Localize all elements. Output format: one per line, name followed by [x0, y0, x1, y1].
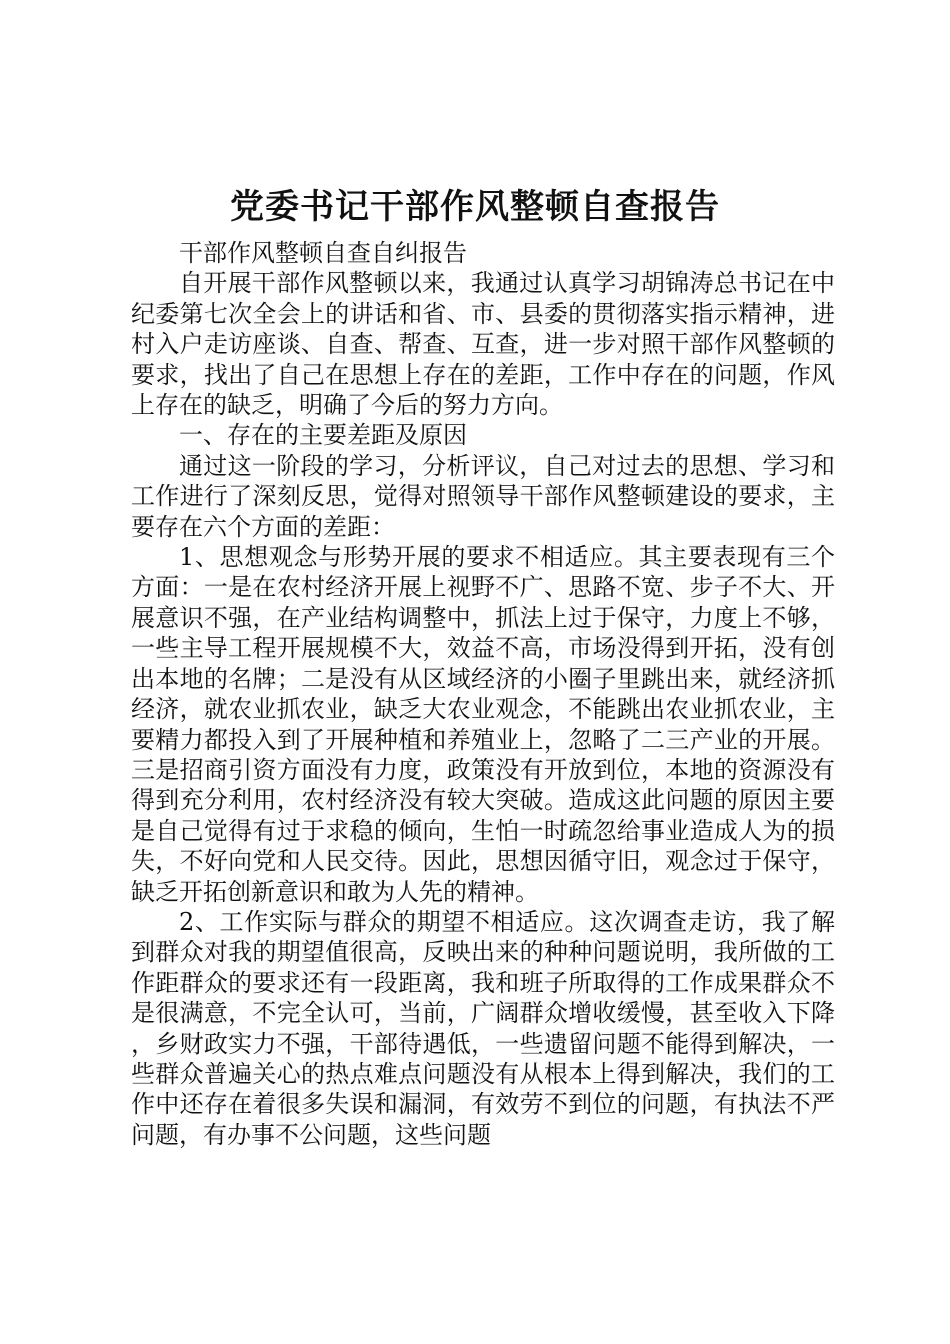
- section-heading: 一、存在的主要差距及原因: [179, 421, 467, 450]
- document-title: 党委书记干部作风整顿自查报告: [230, 187, 720, 227]
- body-paragraph-subtitle: 干部作风整顿自查自纠报告: [179, 239, 467, 267]
- document-body: [131, 238, 835, 1150]
- body-paragraph-item-1: 1、思想观念与形势开展的要求不相适应。其主要表现有三个方面：一是在农村经济开展上视野不广、思路不宽、步子不大、开展意识不强，在产业结构调整中，抓法上过于保守，力度上不够，一些主导工程开展规模不大，效益不高，市场没得到开拓，没有创出本地的名牌；二是没有从区域经济的小圈子里跳出来，就经济抓经济，就农业抓农业，缺乏大农业观念，不能跳出农业抓农业，主要精力都投入到了开展种植和养殖业上，忽略了二三产业的开展。三是招商引资方面没有力度，政策没有开放到位，本地的资源没有得到充分利用，农村经济没有较大突破。造成这此问题的原因主要是自己觉得有过于求稳的倾向，生怕一时疏忽给事业造成人为的损失，不好向党和人民交待。因此，思想因循守旧，观念过于保守，缺乏开拓创新意识和敢为人先的精神。: [131, 543, 835, 906]
- body-paragraph-intro: 自开展干部作风整顿以来，我通过认真学习胡锦涛总书记在中纪委第七次全会上的讲话和省、市、县委的贯彻落实指示精神，进村入户走访座谈、自查、帮查、互查，进一步对照干部作风整顿的要求，找出了自己在思想上存在的差距，工作中存在的问题，作风上存在的缺乏，明确了今后的努力方向。: [131, 269, 835, 420]
- body-paragraph: 通过这一阶段的学习，分析评议，自己对过去的思想、学习和工作进行了深刻反思，觉得对照领导干部作风整顿建设的要求，主要存在六个方面的差距：: [131, 451, 835, 541]
- body-paragraph-item-2: 2、工作实际与群众的期望不相适应。这次调查走访，我了解到群众对我的期望值很高，反映出来的种种问题说明，我所做的工作距群众的要求还有一段距离，我和班子所取得的工作成果群众不是很满意，不完全认可，当前，广阔群众增收缓慢，甚至收入下降，乡财政实力不强，干部待遇低，一些遗留问题不能得到解决，一些群众普遍关心的热点难点问题没有从根本上得到解决，我们的工作中还存在着很多失误和漏洞，有效劳不到位的问题，有执法不严问题，有办事不公问题，这些问题: [131, 907, 835, 1149]
